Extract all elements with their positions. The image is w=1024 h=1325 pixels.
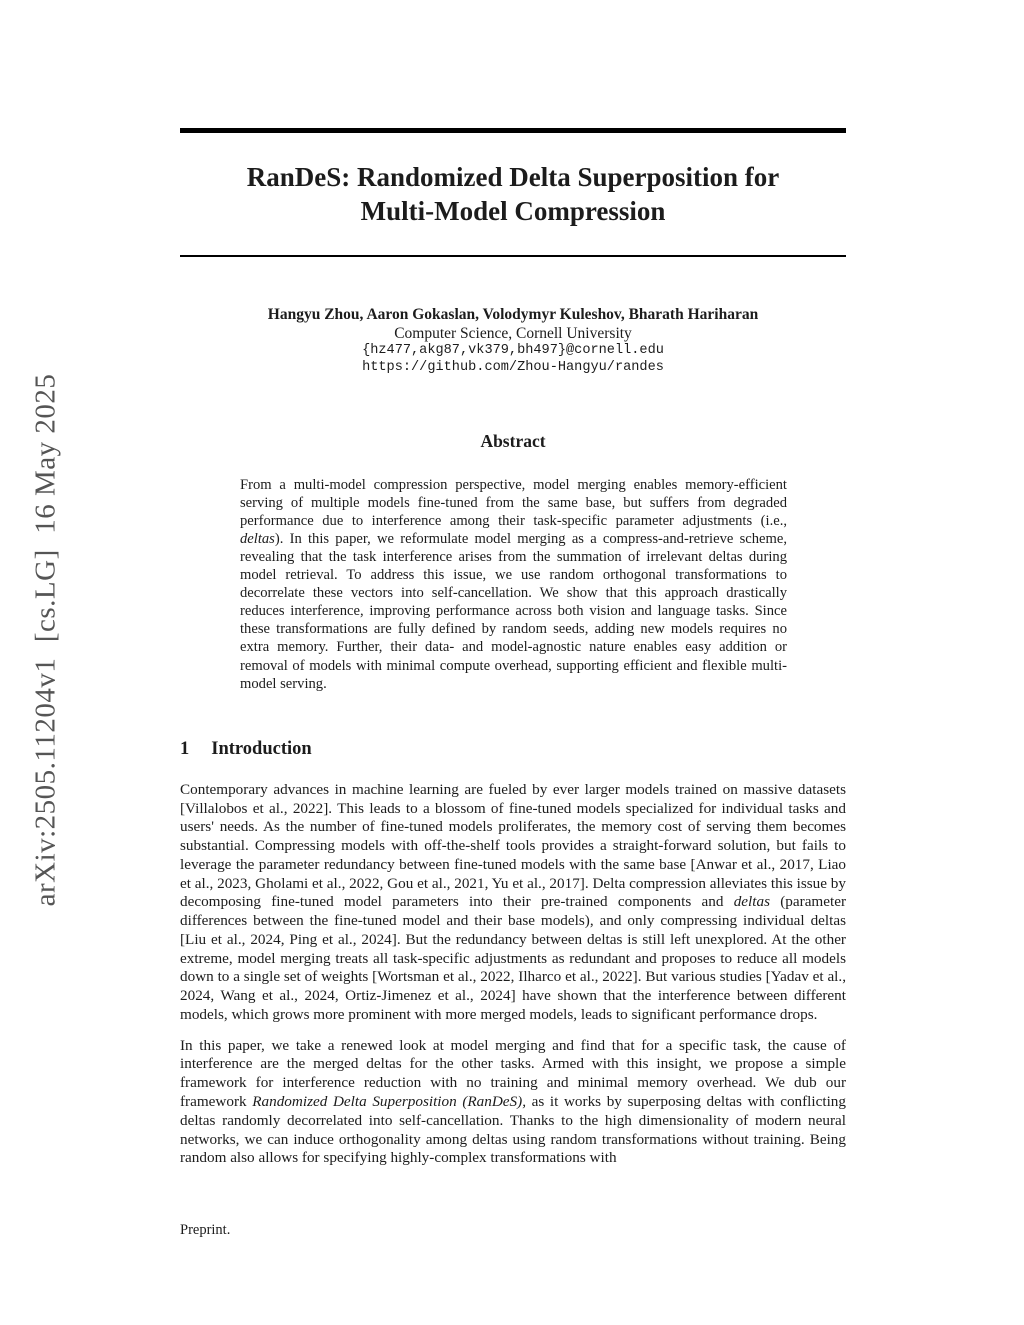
intro-p1-part2: (parameter differences between the fine-tuned model and their base models), and only compressing individual deltas [Liu et al., 2024, Ping et al., 2024]. But the redundancy between deltas is still left unexplored. At the other extreme, model merging treats all task-specific adjustments as redundant and proposes to reduce all models down to a single set of weights [Wortsman et al., 2022, Ilharco et al., 2022]. But various studies [Yadav et al., 2024, Wang et al., 2024, Ortiz-Jimenez et al., 2024] have shown that the interference between different models, which grows more prominent with more merged models, leads to significant performance drops. [180,893,847,1023]
intro-paragraph-2 [180,1037,846,1168]
author-emails: {hz477,akg87,vk379,bh497}@cornell.edu [362,342,664,358]
paper-title-line-1: RanDeS: Randomized Delta Superposition for [246,162,780,192]
paper-title [180,161,846,229]
intro-p1-part1: Contemporary advances in machine learning are fueled by ever larger models trained on massive datasets [Villalobos et al., 2022]. This leads to a blossom of fine-tuned models specialized for individual tasks and users' needs. As the number of fine-tuned models proliferates, the memory cost of serving them becomes substantial. Compressing models with off-the-shelf tools provides a straight-forward solution, but fails to leverage the parameter redundancy between fine-tuned models with the same base [Anwar et al., 2017, Liao et al., 2023, Gholami et al., 2022, Gou et al., 2021, Yu et al., 2017]. Delta compression alleviates this issue by decomposing fine-tuned model parameters into their pre-trained components and [180,780,846,911]
authors-block [180,305,846,377]
github-link[interactable]: https://github.com/Zhou-Hangyu/randes [362,359,664,375]
intro-p2-part2: as it works by superposing deltas with conflicting deltas randomly decorrelated into self-cancellation. Thanks to the high dimensionality of modern neural networks, we can induce orthogonality among deltas using random transformations without training. Being random also allows for specifying highly-complex transformations with [180,1093,846,1167]
abstract-text-part1: From a multi-model compression perspective, model merging enables memory-efficient serving of multiple models fine-tuned from the same base, but suffers from degraded performance due to interference among their task-specific parameter adjustments (i.e., [240,476,787,529]
arxiv-sidebar-stamp: arXiv:2505.11204v1 [cs.LG] 16 May 2025 [29,373,62,907]
abstract-heading: Abstract [480,430,546,451]
section-title: Introduction [211,738,312,759]
abstract-text-italic: deltas [240,530,275,547]
intro-p2-part1: In this paper, we take a renewed look at model merging and find that for a specific task, the cause of interference are the merged deltas for the other tasks. Armed with this insight, we propose a simple framework for interference reduction with no training and minimal memory overhead. We dub our framework [180,1036,846,1110]
abstract-body [240,476,787,693]
preprint-footer: Preprint. [180,1222,231,1238]
intro-paragraph-1 [180,781,846,1025]
author-names: Hangyu Zhou, Aaron Gokaslan, Volodymyr Kuleshov, Bharath Hariharan [267,305,759,323]
intro-p1-italic: deltas [733,893,770,911]
paper-page [180,0,846,1168]
section-number: 1 [180,738,190,759]
title-rule [180,255,846,257]
section-heading-introduction [180,739,846,760]
intro-p2-italic: Randomized Delta Superposition (RanDeS), [252,1093,526,1110]
abstract-text-part2: ). In this paper, we reformulate model merging as a compress-and-retrieve scheme, revealing that the task interference arises from the summation of irrelevant deltas during model retrieval. To address this issue, we use random orthogonal transformations to decorrelate these vectors into self-cancellation. We show that this approach drastically reduces interference, improving performance across both vision and language tasks. Since these transformations are fully defined by random seeds, adding new models requires no extra memory. Further, their data- and model-agnostic nature enables easy addition or removal of models with minimal compute overhead, supporting efficient and flexible multi-model serving. [240,530,787,692]
author-affiliation: Computer Science, Cornell University [394,324,632,342]
paper-title-line-2: Multi-Model Compression [360,195,666,226]
top-rule [180,128,846,133]
